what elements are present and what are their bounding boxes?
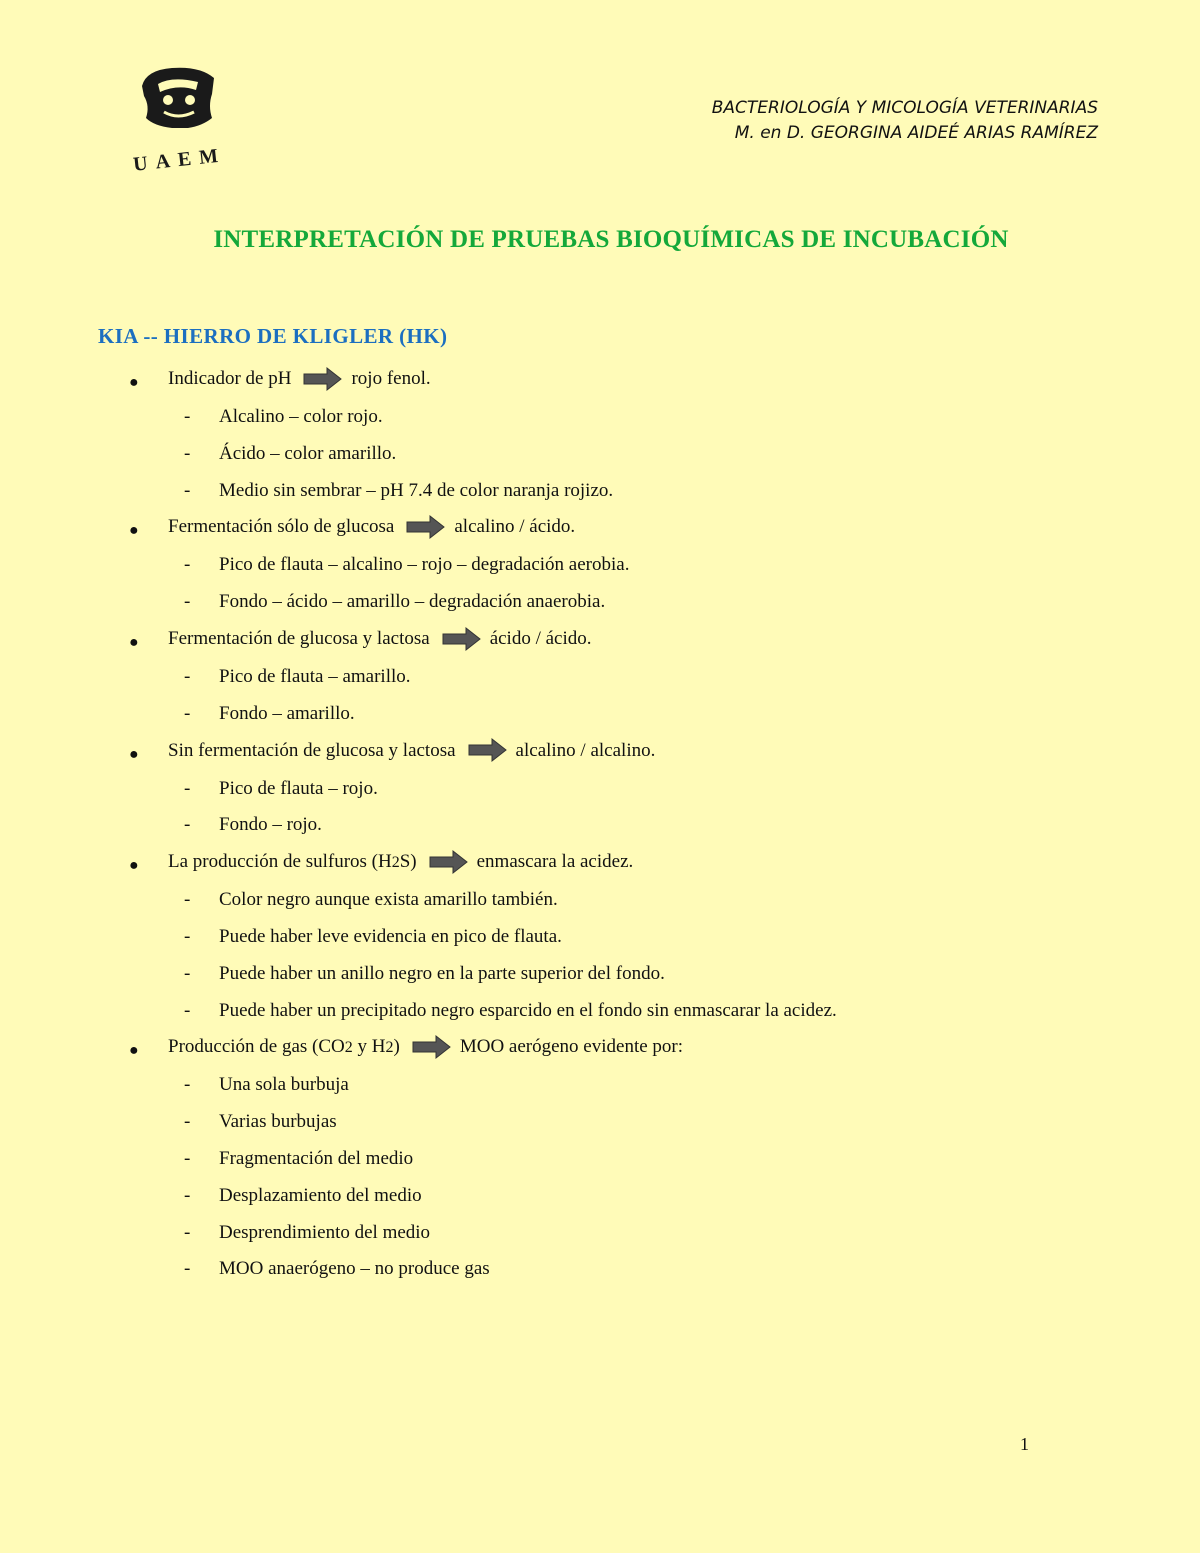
header-course: BACTERIOLOGÍA Y MICOLOGÍA VETERINARIAS [711, 98, 1098, 118]
sub-item [0, 811, 1200, 848]
lead-part: S) [399, 851, 417, 873]
sub-item-text: Fondo – rojo. [219, 814, 322, 836]
sub-item-text: Fondo – ácido – amarillo – degradación anaerobia. [219, 591, 606, 613]
dash-marker: - [184, 1111, 191, 1133]
lead-part: Producción de gas (CO [168, 1036, 345, 1058]
sub-item-text: Color negro aunque exista amarillo también. [219, 889, 558, 911]
sub-item [0, 663, 1200, 700]
sub-item-text: Pico de flauta – alcalino – rojo – degradación aerobia. [219, 554, 630, 576]
sub-item [0, 1219, 1200, 1256]
right-arrow-icon [442, 626, 482, 652]
sub-item-text: Puede haber un anillo negro en la parte superior del fondo. [219, 962, 665, 984]
bullet-item [0, 513, 1200, 551]
sub-item [0, 440, 1200, 477]
bullet-item [0, 625, 1200, 663]
dash-marker: - [184, 406, 191, 427]
lead-part: ) [393, 1036, 400, 1058]
bullet-lead [168, 1036, 400, 1057]
bullet-item [0, 365, 1200, 403]
sub-item [0, 588, 1200, 625]
bullet-dot-icon: ● [129, 633, 139, 651]
dash-marker: - [184, 1074, 191, 1096]
dash-marker: - [184, 702, 191, 724]
dash-marker: - [184, 591, 191, 613]
bullet-result: rojo fenol. [351, 368, 431, 389]
sub-item-text: MOO anaerógeno – no produce gas [219, 1258, 490, 1280]
bullet-text [168, 1033, 683, 1062]
bullet-result: alcalino / ácido. [454, 516, 576, 538]
bullet-lead [168, 851, 417, 872]
dash-marker: - [184, 814, 191, 836]
bullet-result: ácido / ácido. [489, 627, 592, 649]
sub-item [0, 923, 1200, 960]
bullet-result: alcalino / alcalino. [515, 739, 656, 761]
dash-marker: - [184, 962, 191, 984]
dash-marker: - [184, 442, 191, 464]
bullet-text [168, 513, 575, 541]
right-arrow-icon [412, 1034, 452, 1060]
sub-item [0, 1145, 1200, 1182]
header-author: M. en D. GEORGINA AIDEÉ ARIAS RAMÍREZ [734, 123, 1098, 143]
bullet-item [0, 1033, 1200, 1071]
sub-item [0, 1255, 1200, 1292]
logo-text: UAEM [132, 144, 228, 176]
right-arrow-icon [406, 514, 446, 540]
bullet-dot-icon: ● [129, 857, 139, 875]
sub-item [0, 775, 1200, 812]
dash-marker: - [184, 554, 191, 576]
bullet-lead: Fermentación sólo de glucosa [168, 516, 395, 538]
sub-item-text: Desprendimiento del medio [219, 1221, 431, 1243]
lead-part: La producción de sulfuros (H [168, 851, 392, 873]
sub-item-text: Ácido – color amarillo. [219, 442, 397, 464]
sub-item-text: Puede haber leve evidencia en pico de flauta. [219, 925, 562, 947]
sub-item-text: Pico de flauta – amarillo. [219, 665, 411, 687]
dash-marker: - [184, 665, 191, 687]
sub-item [0, 1182, 1200, 1219]
section-heading: KIA -- HIERRO DE KLIGLER (HK) [98, 324, 448, 348]
bullet-dot-icon: ● [129, 1042, 139, 1060]
dash-marker: - [184, 1147, 191, 1169]
page-title: INTERPRETACIÓN DE PRUEBAS BIOQUÍMICAS DE INCUBACIÓN [213, 226, 1009, 253]
bullet-dot-icon: ● [129, 745, 139, 763]
document-body [0, 365, 1200, 1292]
sub-item-text: Puede haber un precipitado negro esparcido en el fondo sin enmascarar la acidez. [219, 999, 837, 1021]
sub-item-text: Pico de flauta – rojo. [219, 777, 378, 799]
uaem-logo [128, 64, 232, 178]
sub-item [0, 886, 1200, 923]
sub-item [0, 1108, 1200, 1145]
sub-item [0, 960, 1200, 997]
dash-marker: - [184, 1258, 191, 1280]
bullet-item [0, 737, 1200, 775]
dash-marker: - [184, 1184, 191, 1206]
page-number: 1 [1020, 1434, 1029, 1454]
bullet-item [0, 848, 1200, 886]
bullet-result: enmascara la acidez. [476, 851, 634, 873]
document-header [712, 96, 1098, 146]
bullet-dot-icon: ● [129, 374, 139, 391]
sub-item-text: Alcalino – color rojo. [219, 406, 383, 427]
sub-item-text: Medio sin sembrar – pH 7.4 de color naranja rojizo. [219, 479, 614, 501]
dash-marker: - [184, 889, 191, 911]
sub-item-text: Fragmentación del medio [219, 1147, 414, 1169]
sub-item-text: Varias burbujas [219, 1111, 337, 1133]
right-arrow-icon [303, 366, 343, 392]
sub-item-text: Una sola burbuja [219, 1074, 349, 1096]
dash-marker: - [184, 777, 191, 799]
subscript: 2 [344, 1039, 353, 1057]
bullet-lead: Sin fermentación de glucosa y lactosa [168, 739, 456, 761]
dash-marker: - [184, 479, 191, 501]
sub-item-text: Desplazamiento del medio [219, 1184, 422, 1206]
dash-marker: - [184, 925, 191, 947]
sub-item-text: Fondo – amarillo. [219, 702, 355, 724]
dash-marker: - [184, 999, 191, 1021]
sub-item [0, 997, 1200, 1034]
subscript: 2 [385, 1039, 394, 1057]
dash-marker: - [184, 1221, 191, 1243]
right-arrow-icon [429, 849, 469, 875]
right-arrow-icon [468, 737, 508, 763]
bullet-result: MOO aerógeno evidente por: [459, 1036, 684, 1058]
lead-part: y H [352, 1036, 386, 1058]
sub-item [0, 700, 1200, 737]
sub-item [0, 551, 1200, 588]
bullet-text [168, 848, 633, 877]
bullet-lead: Indicador de pH [168, 368, 292, 389]
sub-item [0, 477, 1200, 514]
bullet-text [168, 737, 655, 765]
bullet-text [168, 625, 592, 653]
bullet-lead: Fermentación de glucosa y lactosa [168, 627, 430, 649]
sub-item [0, 1071, 1200, 1108]
sub-item [0, 403, 1200, 440]
bullet-text [168, 365, 431, 393]
bullet-dot-icon: ● [129, 522, 139, 540]
subscript: 2 [391, 854, 400, 872]
